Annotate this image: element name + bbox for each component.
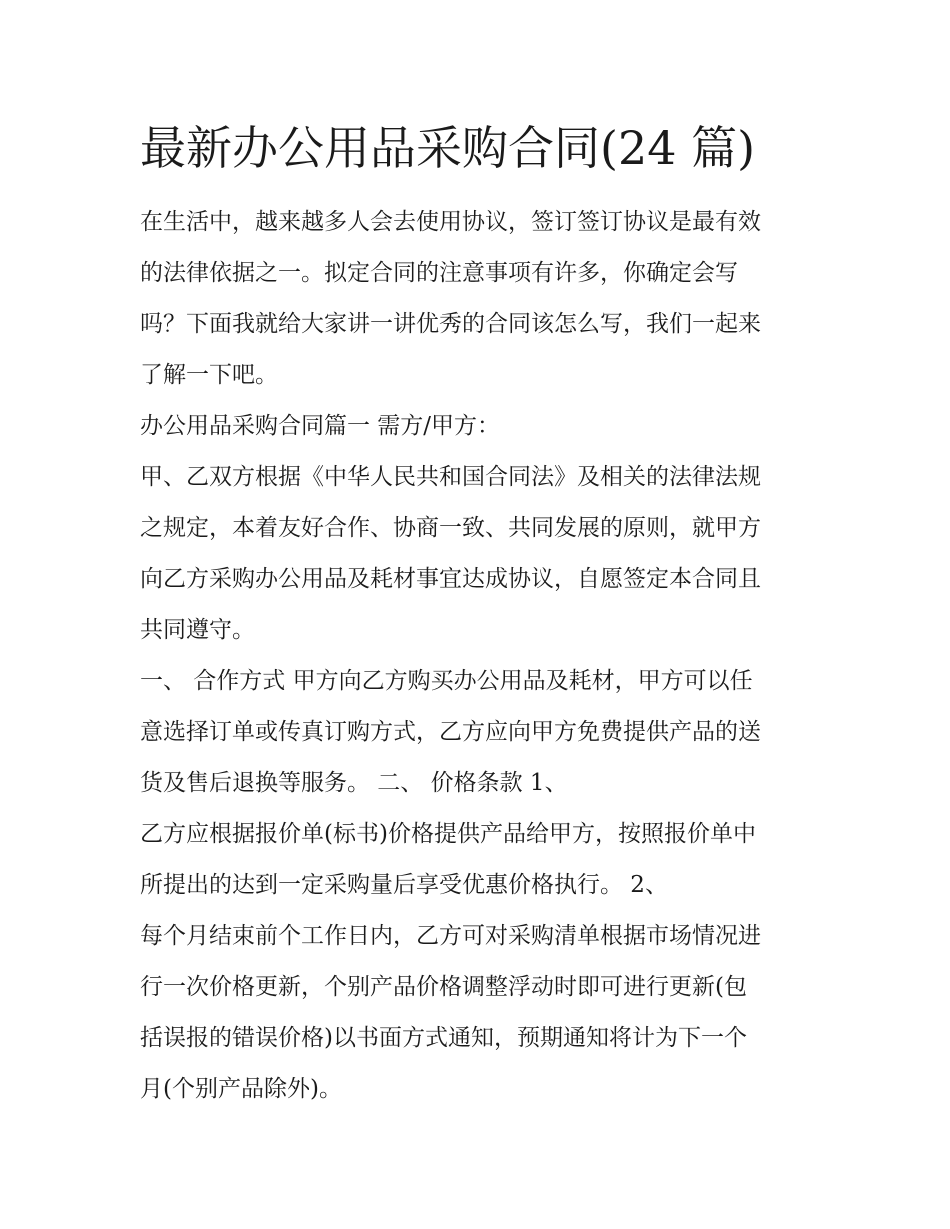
body-line-18: 月(个别产品除外)。: [140, 1076, 342, 1102]
body-line-16: 行一次价格更新，个别产品价格调整浮动时即可进行更新(包: [140, 974, 747, 1000]
body-line-4: 了解一下吧。: [140, 362, 278, 388]
body-line-8: 向乙方采购办公用品及耗材事宜达成协议，自愿签定本合同且: [140, 566, 761, 592]
body-line-15: 每个月结束前个工作日内，乙方可对采购清单根据市场情况进: [140, 923, 761, 949]
body-line-2: 的法律依据之一。拟定合同的注意事项有许多，你确定会写: [140, 260, 738, 286]
body-line-3: 吗？下面我就给大家讲一讲优秀的合同该怎么写，我们一起来: [140, 311, 761, 337]
body-line-11: 意选择订单或传真订购方式，乙方应向甲方免费提供产品的送: [140, 719, 761, 745]
body-line-1: 在生活中，越来越多人会去使用协议，签订签订协议是最有效: [140, 209, 761, 235]
body-line-10: 一、 合作方式 甲方向乙方购买办公用品及耗材，甲方可以任: [140, 668, 753, 694]
section-heading-1: 办公用品采购合同篇一 需方/甲方：: [140, 413, 501, 439]
body-line-13: 乙方应根据报价单(标书)价格提供产品给甲方，按照报价单中: [140, 821, 756, 847]
body-line-7: 之规定，本着友好合作、协商一致、共同发展的原则，就甲方: [140, 515, 761, 541]
body-line-9: 共同遵守。: [140, 617, 255, 643]
body-line-14: 所提出的达到一定采购量后享受优惠价格执行。 2、: [140, 872, 668, 898]
body-line-6: 甲、乙双方根据《中华人民共和国合同法》及相关的法律法规: [140, 464, 761, 490]
document-title: 最新办公用品采购合同(24 篇): [140, 121, 756, 175]
body-line-12: 货及售后退换等服务。 二、 价格条款 1、: [140, 770, 568, 796]
body-line-17: 括误报的错误价格)以书面方式通知，预期通知将计为下一个: [140, 1025, 747, 1051]
